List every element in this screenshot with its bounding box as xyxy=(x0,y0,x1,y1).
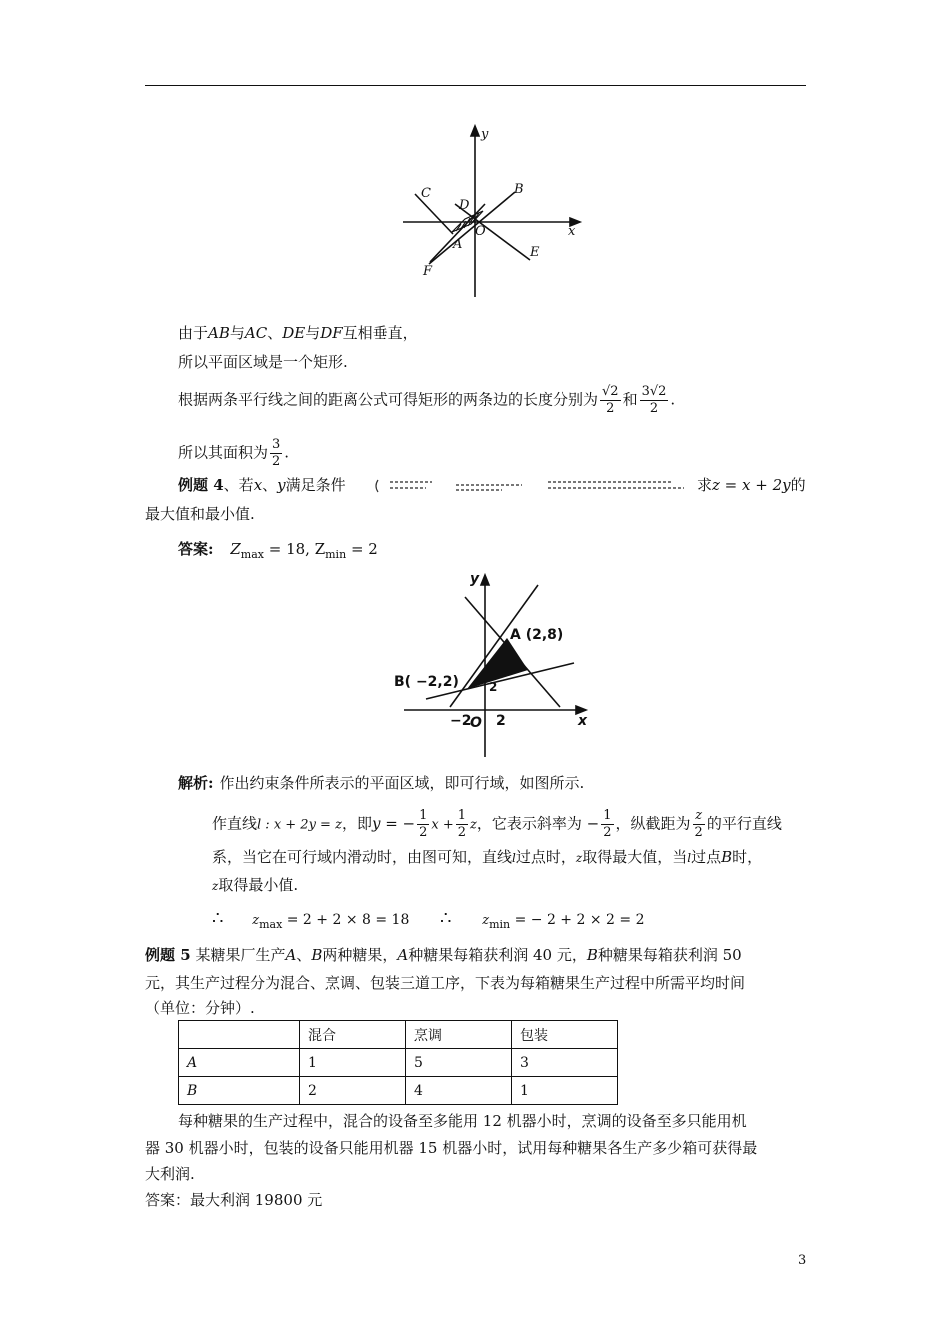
fig1-label-B: B xyxy=(514,182,524,197)
fig2-label-neg2: −2 xyxy=(450,713,472,729)
fig1-label-y: y xyxy=(481,127,489,142)
table-row: A 1 5 3 xyxy=(179,1049,618,1077)
example-5-line-1: 例题 5 某糖果厂生产A、B两种糖果，A种糖果每箱获利润 40 元，B种糖果每箱获利润 50 xyxy=(145,946,742,964)
fig1-label-F: F xyxy=(423,264,433,279)
table-header-row: 混合 烹调 包装 xyxy=(179,1021,618,1049)
para-rectangle: 所以平面区域是一个矩形. xyxy=(178,353,348,371)
fig1-label-D: D xyxy=(459,198,470,213)
fig1-label-O: O xyxy=(475,224,486,239)
example-5-body-line-2: 器 30 机器小时，包装的设备只能用机器 15 机器小时，试用每种糖果各生产多少箱可获得最 xyxy=(145,1139,758,1157)
fig2-label-O: O xyxy=(470,715,482,731)
figure-1-rectangle-region xyxy=(395,122,590,302)
example-5-body-line-3: 大利润. xyxy=(145,1165,195,1183)
fig1-label-x: x xyxy=(568,224,576,239)
fig1-label-C: C xyxy=(421,186,431,201)
garbled-constraints-image xyxy=(372,476,690,496)
figure-2-feasible-region xyxy=(390,567,600,762)
page-number: 3 xyxy=(798,1253,807,1268)
fig2-label-2: 2 xyxy=(496,713,506,729)
fig2-label-y: y xyxy=(470,571,480,587)
fraction-3-over-2: $\frac{3}{2}$ xyxy=(272,437,281,469)
para-perpendicular: 由于AB与AC、DE与DF互相垂直， xyxy=(178,324,418,342)
header-rule xyxy=(145,85,806,86)
para-area: 所以其面积为 $\frac{3}{2}$ . xyxy=(178,437,290,469)
example-5-body-line-1: 每种糖果的生产过程中，混合的设备至多能用 12 机器小时，烹调的设备至多只能用机 xyxy=(178,1112,747,1130)
fig2-label-ytick: 2 xyxy=(489,680,498,694)
solution-zmin: ∴ $z_{min}$ = − 2 + 2 × 2 = 2 xyxy=(440,908,645,931)
table-row: B 2 4 1 xyxy=(179,1077,618,1105)
fig2-label-A: A (2,8) xyxy=(510,627,564,643)
fig2-label-B: B( −2,2) xyxy=(394,674,459,690)
fig1-label-A: A xyxy=(453,237,463,252)
solution-line-3: 系，当它在可行域内滑动时，由图可知，直线l过点时，z取得最大值，当l过点B时， xyxy=(212,848,763,866)
solution-line-2: 作直线l : x + 2y = z，即y = − $\frac{1}{2}$ x + $\frac{1}{2}$ z，它表示斜率为 − $\frac{1}{2}$ ，纵截距为 $\frac{z}{2}$ 的平行直线 xyxy=(212,808,782,840)
solution-zmax: ∴ $z_{max} = 2 + 2 \times 8 = 18$ xyxy=(212,908,410,931)
example-5-answer: 答案：最大利润 19800 元 xyxy=(145,1191,323,1209)
example-5-line-3: （单位：分钟）. xyxy=(145,999,255,1017)
para-distance: 根据两条平行线之间的距离公式可得矩形的两条边的长度分别为 $\frac{√2}{2}$ 和 $\frac{3√2}{2}$ . xyxy=(178,384,676,416)
solution-line-4: z取得最小值. xyxy=(212,876,299,894)
fig2-label-x: x xyxy=(578,713,588,729)
example-4-objective: 求z = x + 2y的 xyxy=(697,476,806,494)
y-axis-arrow xyxy=(471,126,479,136)
example-4-question-line2: 最大值和最小值. xyxy=(145,505,255,523)
candy-time-table xyxy=(178,1020,618,1105)
y-axis-arrow xyxy=(481,575,489,585)
solution-intro: 解析: 作出约束条件所表示的平面区域，即可行域，如图所示. xyxy=(178,774,585,792)
fraction-sqrt2-over-2: $\frac{√2}{2}$ xyxy=(602,384,619,416)
example-5-line-2: 元，其生产过程分为混合、烹调、包装三道工序，下表为每箱糖果生产过程中所需平均时间 xyxy=(145,974,746,992)
fig1-label-E: E xyxy=(530,245,540,260)
example-4-question: 例题 4、若x、y满足条件 xyxy=(178,476,346,494)
fraction-3sqrt2-over-2: $\frac{3√2}{2}$ xyxy=(641,384,667,416)
example-4-answer: 答案: $Z_{max} = 18$, $Z_{min} = 2$ xyxy=(178,540,378,561)
line-AB xyxy=(429,192,515,264)
